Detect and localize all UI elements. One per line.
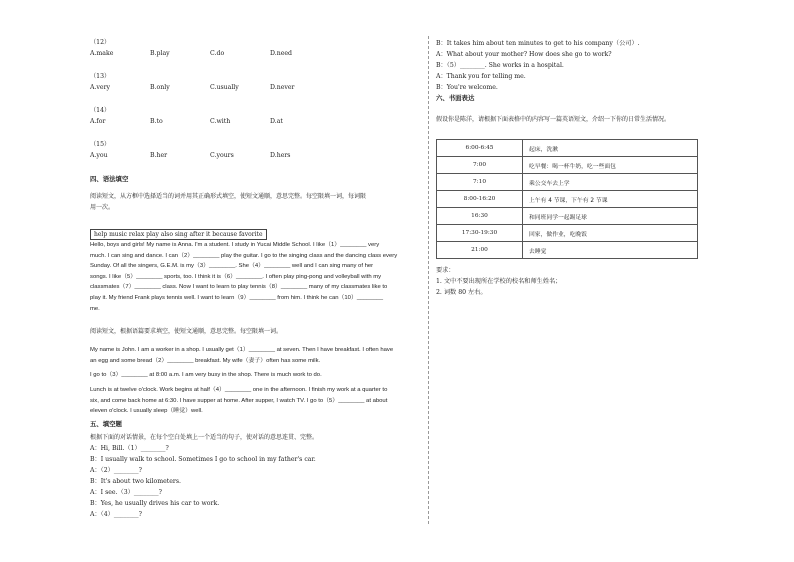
passage-line: Lunch is at twelve o'clock. Work begins at half（4）________ one in the afternoon. I finish my work at a quarter to [90,386,388,393]
schedule-activity: 乘公交车去上学 [523,174,698,191]
schedule-table [436,139,698,259]
question-number: （13） [90,73,111,80]
schedule-row [437,174,698,191]
multiple-choice-questions [90,38,422,162]
passage-line: me. [90,305,100,312]
schedule-activity: 回家，做作业，吃晚饭 [523,225,698,242]
schedule-time: 16:30 [437,208,523,225]
passage-line: six, and come back home at 6:30. I have supper at home. After supper, I watch TV. I go to（5）________ at about [90,397,388,404]
option: D.need [270,50,292,57]
dialog-right [436,38,706,93]
schedule-row [437,208,698,225]
passage-line: an egg and some bread（2）________ breakfast. My wife（妻子）often has some milk. [90,357,321,364]
option: C.do [210,50,225,57]
passage-3 [90,370,422,381]
question-options [90,150,422,162]
section4-instruction-line2: 用一次。 [90,204,115,211]
option: B.only [150,84,170,91]
option: B.her [150,152,168,159]
schedule-time: 7:10 [437,174,523,191]
requirement-line: 1. 文中不要出现所在学校的校名和师生姓名； [436,278,562,285]
section4-instruction-line1: 阅读短文，从方框中选择适当的词并用其正确形式填空，使短文通顺，意思完整。每空限填一词，每词限 [90,193,367,200]
option: C.with [210,118,231,125]
section4-instruction-2: 阅读短文，根据语篇要求填空，使短文通顺，意思完整。每空限填一词。 [90,328,283,336]
dialog-line: B：You're welcome. [436,84,498,91]
passage-line: play it. My friend Frank plays tennis well. I want to learn（9）________ from him. I think he can（10）________ [90,294,384,301]
section6-instruction: 假设你是陈洋，请根据下面表格中的内容写一篇英语短文，介绍一下你的日常生活情况。 [436,116,671,123]
passage-line: Hello, boys and girls! My name is Anna. I'm a student. I study in Yucai Middle School. I like（1）________ very [90,242,380,248]
option: D.at [270,118,283,125]
passage-line: much. I can sing and dance. I can（2）________ play the guitar. I go to the singing class and the dancing class every [90,252,398,259]
passage-line: My name is John. I am a worker in a shop. I usually get（1）________ at seven. Then I have breakfast. I often have [90,347,394,354]
passage-line: Sunday. Of all the singers, G.E.M. is my（3）________. She（4）________ well and I can sing many of her [90,263,374,270]
option: B.play [150,50,170,57]
option: C.yours [210,152,234,159]
schedule-time: 7:00 [437,157,523,174]
passage-1 [90,240,422,314]
option: A.for [90,118,106,125]
schedule-time: 8:00-16:20 [437,191,523,208]
schedule-activity: 去睡觉 [523,242,698,259]
passage-2 [90,345,422,366]
passage-line: songs. I like（5）________ sports, too. I think it is（6）________. I often play ping-pong and volleyball with my [90,273,382,280]
schedule-row [437,225,698,242]
option: A.make [90,50,114,57]
question-number: （12） [90,39,111,46]
passage-line: eleven o'clock. I usually sleep（睡觉）well. [90,408,203,415]
dialog-line: B：Yes, he usually drives his car to work. [90,499,220,507]
dialog-line: A：Hi, Bill.（1）________? [90,444,169,452]
option: D.never [270,84,295,91]
dialog-line: B：It's about two kilometers. [90,477,182,485]
section5-title: 五、填空题 [90,419,122,428]
schedule-activity: 吃早餐：喝一杯牛奶，吃一些面包 [523,157,698,174]
schedule-activity: 上午有 4 节课，下午有 2 节课 [523,191,698,208]
option: A.very [90,84,111,91]
schedule-row [437,191,698,208]
dialog-line: A：（4）________? [90,510,142,518]
requirement-line: 要求： [436,267,455,274]
column-divider [428,36,429,524]
section5-instruction: 根据下面的对话情景，在每个空白处填上一个适当的句子，使对话的意思连贯、完整。 [90,433,319,441]
schedule-activity: 和同班同学一起踢足球 [523,208,698,225]
dialog-line: B：（5）________. She works in a hospital. [436,62,564,69]
schedule-time: 17:30-19:30 [437,225,523,242]
dialog-left [90,443,422,520]
section6-title: 六、书面表达 [436,94,475,102]
option: D.hers [270,152,291,159]
schedule-row [437,242,698,259]
dialog-line: B：I usually walk to school. Sometimes I go to school in my father's car. [90,455,316,463]
left-column [90,38,422,520]
schedule-row [437,157,698,174]
option: B.to [150,118,163,125]
dialog-line: A：Thank you for telling me. [436,73,526,80]
schedule-time: 21:00 [437,242,523,259]
right-column [436,38,706,298]
requirement-line: 2. 词数 80 左右。 [436,289,487,296]
question-number: （14） [90,107,111,114]
option: C.usually [210,84,239,91]
option: A.you [90,152,108,159]
dialog-line: B：It takes him about ten minutes to get to his company（公司）. [436,40,640,47]
schedule-row [437,140,698,157]
question-options [90,48,422,60]
question-options [90,82,422,94]
passage-4 [90,385,422,417]
word-box: help music relax play also sing after it because favorite [90,229,267,240]
schedule-time: 6:00-6:45 [437,140,523,157]
question-number: （15） [90,141,111,148]
requirements [436,265,706,298]
dialog-line: A：（2）________? [90,466,142,474]
question-options [90,116,422,128]
dialog-line: A：What about your mother? How does she go to work? [436,51,612,58]
passage-line: I go to（3）________ at 8:00 a.m. I am very busy in the shop. There is much work to do. [90,372,322,379]
section4-title: 四、语法填空 [90,175,129,183]
schedule-activity: 起床，洗漱 [523,140,698,157]
passage-line: classmates（7）________ class. Now I want to learn to play tennis（8）________ many of my classmates like to [90,284,388,291]
dialog-line: A：I see.（3）________? [90,488,162,496]
